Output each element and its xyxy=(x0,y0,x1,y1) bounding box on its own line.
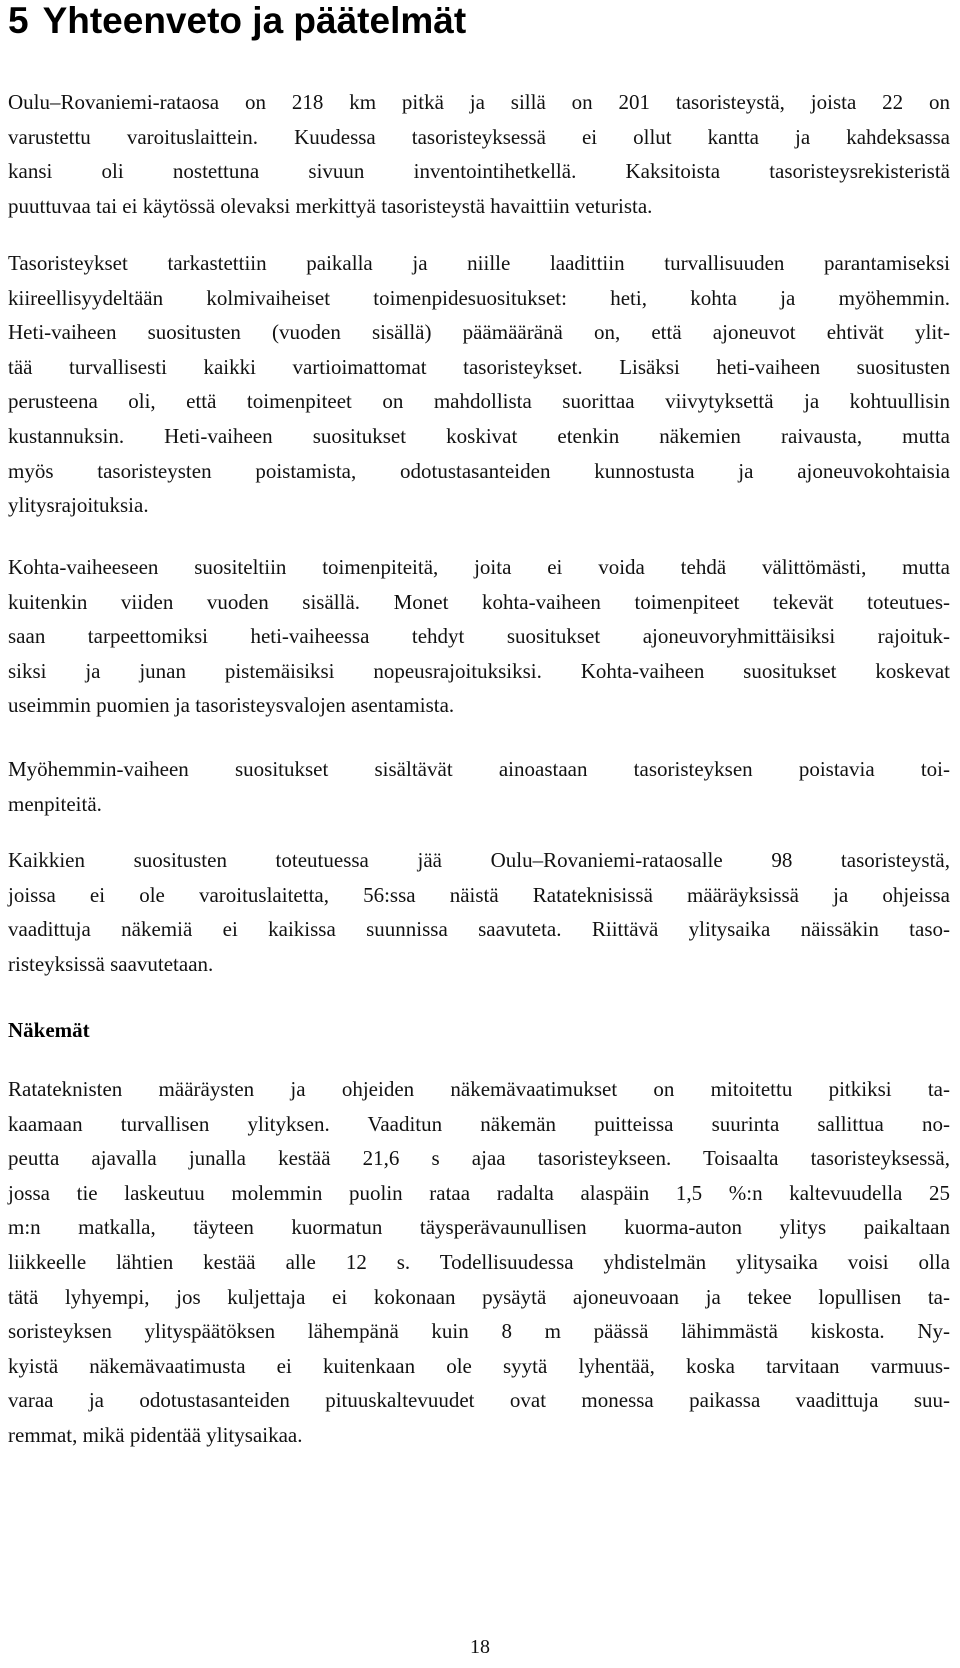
text-line: Kaikkien suositusten toteutuessa jää Oulu–Rovaniemi-rataosalle 98 tasoristeystä, xyxy=(8,848,950,872)
text-line: Myöhemmin-vaiheen suositukset sisältävät ainoastaan tasoristeyksen poistavia toi- xyxy=(8,757,950,781)
text-line: varustettu varoituslaittein. Kuudessa tasoristeyksessä ei ollut kantta ja kahdeksassa xyxy=(8,124,950,149)
section-number: 5 xyxy=(8,0,29,41)
text-line: peutta ajavalla junalla kestää 21,6 s ajaa tasoristeykseen. Toisaalta tasoristeyksessä, xyxy=(8,1146,950,1171)
text-line: kiireellisyydeltään kolmivaiheiset toimenpidesuositukset: heti, kohta ja myöhemmin. xyxy=(8,285,950,310)
text-line: remmat, mikä pidentää ylitysaikaa. xyxy=(8,1422,303,1447)
section-heading xyxy=(8,0,466,42)
text-line: kuitenkin viiden vuoden sisällä. Monet kohta-vaiheen toimenpiteet tekevät toteutues- xyxy=(8,589,950,614)
text-line: kaamaan turvallisen ylityksen. Vaaditun näkemän puitteissa suurinta sallittua no- xyxy=(8,1111,950,1136)
subsection-heading: Näkemät xyxy=(8,1018,90,1042)
text-line: jossa tie laskeutuu molemmin puolin rataa radalta alaspäin 1,5 %:n kaltevuudella 25 xyxy=(8,1180,950,1205)
text-line: Oulu–Rovaniemi-rataosa on 218 km pitkä ja sillä on 201 tasoristeystä, joista 22 on xyxy=(8,90,950,114)
text-line: saan tarpeettomiksi heti-vaiheessa tehdyt suositukset ajoneuvoryhmittäisiksi rajoituk- xyxy=(8,624,950,649)
paragraph-kohta-phase xyxy=(8,550,950,723)
text-line: varaa ja odotustasanteiden pituuskaltevuudet ovat monessa paikassa vaadittuja suu- xyxy=(8,1388,950,1413)
page-number: 18 xyxy=(470,1636,490,1658)
paragraph-myohemmin-phase xyxy=(8,752,950,821)
text-line: Ratateknisten määräysten ja ohjeiden näkemävaatimukset on mitoitettu pitkiksi ta- xyxy=(8,1077,950,1101)
text-line: Heti-vaiheen suositusten (vuoden sisällä) päämääränä on, että ajoneuvot ehtivät ylit- xyxy=(8,320,950,345)
text-line: liikkeelle lähtien kestää alle 12 s. Todellisuudessa yhdistelmän ylitysaika voisi olla xyxy=(8,1249,950,1274)
text-line: Kohta-vaiheeseen suositeltiin toimenpiteitä, joita ei voida tehdä välittömästi, mutta xyxy=(8,555,950,579)
text-line: kansi oli nostettuna sivuun inventointihetkellä. Kaksitoista tasoristeysrekisteristä xyxy=(8,159,950,184)
text-line: risteyksissä saavutetaan. xyxy=(8,951,214,976)
paragraph-outcome xyxy=(8,843,950,981)
text-line: kyistä näkemävaatimusta ei kuitenkaan ole syytä lyhentää, koska tarvitaan varmuus- xyxy=(8,1353,950,1378)
text-line: menpiteitä. xyxy=(8,791,102,816)
paragraph-recommendations xyxy=(8,246,950,523)
text-line: puuttuvaa tai ei käytössä olevaksi merkittyä tasoristeystä havaittiin veturista. xyxy=(8,193,653,218)
text-line: tää turvallisesti kaikki vartioimattomat tasoristeykset. Lisäksi heti-vaiheen suositusten xyxy=(8,354,950,379)
text-line: m:n matkalla, täyteen kuormatun täysperävaunullisen kuorma-auton ylitys paikaltaan xyxy=(8,1215,950,1240)
text-line: joissa ei ole varoituslaitetta, 56:ssa näistä Ratateknisissä määräyksissä ja ohjeissa xyxy=(8,882,950,907)
text-line: ylitysrajoituksia. xyxy=(8,493,149,518)
text-line: Tasoristeykset tarkastettiin paikalla ja niille laadittiin turvallisuuden parantamiseksi xyxy=(8,251,950,275)
text-line: myös tasoristeysten poistamista, odotustasanteiden kunnostusta ja ajoneuvokohtaisia xyxy=(8,458,950,483)
section-title: Yhteenveto ja päätelmät xyxy=(42,0,467,41)
paragraph-intro xyxy=(8,85,950,223)
text-line: kustannuksin. Heti-vaiheen suositukset koskivat etenkin näkemien raivausta, mutta xyxy=(8,423,950,448)
text-line: useimmin puomien ja tasoristeysvalojen asentamista. xyxy=(8,693,455,718)
text-line: perusteena oli, että toimenpiteet on mahdollista suorittaa viivytyksettä ja kohtuullisin xyxy=(8,389,950,414)
text-line: vaadittuja näkemiä ei kaikissa suunnissa saavuteta. Riittävä ylitysaika näissäkin taso- xyxy=(8,917,950,942)
text-line: tätä lyhyempi, jos kuljettaja ei kokonaan pysäytä ajoneuvoaan ja tekee lopullisen ta- xyxy=(8,1284,950,1309)
text-line: soristeyksen ylityspäätöksen lähempänä kuin 8 m päässä lähimmästä kiskosta. Ny- xyxy=(8,1319,950,1344)
paragraph-visibility xyxy=(8,1072,950,1453)
text-line: siksi ja junan pistemäisiksi nopeusrajoituksiksi. Kohta-vaiheen suositukset koskevat xyxy=(8,658,950,683)
